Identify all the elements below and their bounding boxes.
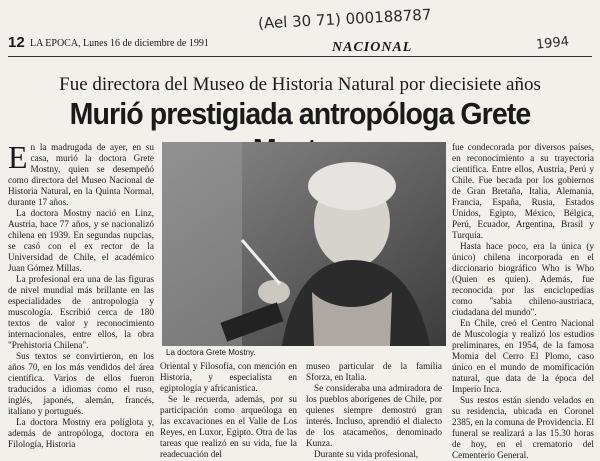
paragraph: Se le recuerda, además, por su participación como arqueóloga en las excavaciones en el Valle de Los Reyes, en Luxor, Egipto. Otra de las tareas que realizó en su vida, fue la readecuación del — [160, 394, 297, 459]
paragraph: fue condecorada por diversos países, en reconocimiento a su trayectoria científica. Entre ellos, Austria, Perú y Chile. Fue becada por los gobiernos de Gran Bretaña, Italia, Alemania, Francia, España, Rusia, Estados Unidos, Egipto, México, Bélgica, Perú, Ecuador, Argentina, Brasil y Turquía. — [452, 142, 594, 240]
article-column-4 — [452, 142, 594, 460]
paragraph: Hasta hace poco, era la única (y único) chilena incorporada en el diccionario biográfico Who is Who (Quien es quien). Además, fue reconocida por las enciclopedias como "sabia chileno-austriaca, ciudadana del mundo". — [452, 241, 594, 317]
article-column-2 — [160, 361, 297, 459]
paragraph: En Chile, creó el Centro Nacional de Muscología y realizó los estudios preliminares, en 1954, de la famosa Momia del Cerro El Plomo, caso único en el mundo de momificación natural, que data de la época del Imperio Inca. — [452, 318, 594, 394]
portrait-image — [162, 142, 446, 346]
paragraph: Oriental y Filosofía, con mención en Historia, y especialista en egiptología y africanística. — [160, 361, 297, 393]
page-number: 12 — [8, 34, 25, 51]
paragraph: En la madrugada de ayer, en su casa, murió la doctora Grete Mostny, quien se desempeñó como directora del Museo Nacional de Historia Natural, en la Quinta Normal, durante 17 años. — [8, 139, 154, 207]
article-headline: Murió prestigiada antropóloga Grete — [69, 96, 531, 131]
portrait-photo — [162, 142, 446, 346]
photo-caption: La doctora Grete Mostny. — [166, 348, 256, 357]
section-label: NACIONAL — [332, 40, 413, 55]
paragraph: Sus restos están siendo velados en su residencia, ubicada en Coronel 2385, en la comuna de Providencia. El funeral se realizará a las 15.30 horas de hoy, en el crematorio del Cementerio General. — [452, 395, 594, 460]
archive-stamp: (Ael 30 71) 000188787 — [257, 5, 432, 33]
article-column-1 — [8, 139, 154, 454]
paragraph: Durante su vida profesional, — [314, 449, 419, 459]
drop-cap: E — [8, 139, 28, 175]
paragraph: La doctora Mostny era políglota y, además de antropóloga, doctora en Filología, Historia — [8, 417, 154, 449]
publication-line: LA EPOCA, Lunes 16 de diciembre de 1991 — [30, 38, 209, 49]
article-column-3 — [306, 361, 442, 459]
article-kicker: Fue directora del Museo de Historia Natural por diecisiete años — [59, 74, 541, 95]
paragraph: La doctora Mostny nació en Linz, Austria, hace 77 años, y se nacionalizó chilena en 1939. En segundas nupcias, se casó con el ex rector de la Universidad de Chile, el académico Juan Gómez Millas. — [8, 208, 154, 273]
paragraph: museo particular de la familia Sforza, en Italia. — [306, 361, 442, 382]
header-rule — [8, 56, 592, 57]
year-note: 1994 — [535, 34, 570, 53]
paragraph: Se consideraba una admiradora de los pueblos aborígenes de Chile, por quienes siempre demostró gran interés. Incluso, aprendió el dialecto de los atacameños, denominado Kunza. — [306, 383, 442, 448]
paragraph: La profesional era una de las figuras de nivel mundial más brillante en las especialidades de antropología y muscología. Escribió cerca de 180 textos de valor y reconocimiento internacionales, entre ellos, la obra "Prehistoria Chilena". — [8, 274, 154, 350]
paragraph: Sus textos se convirtieron, en los años 70, en los más vendidos del área científica. Varios de ellos fueron traducidos a idiomas como el ruso, inglés, japonés, alemán, francés, italiano y portugués. — [8, 351, 154, 416]
